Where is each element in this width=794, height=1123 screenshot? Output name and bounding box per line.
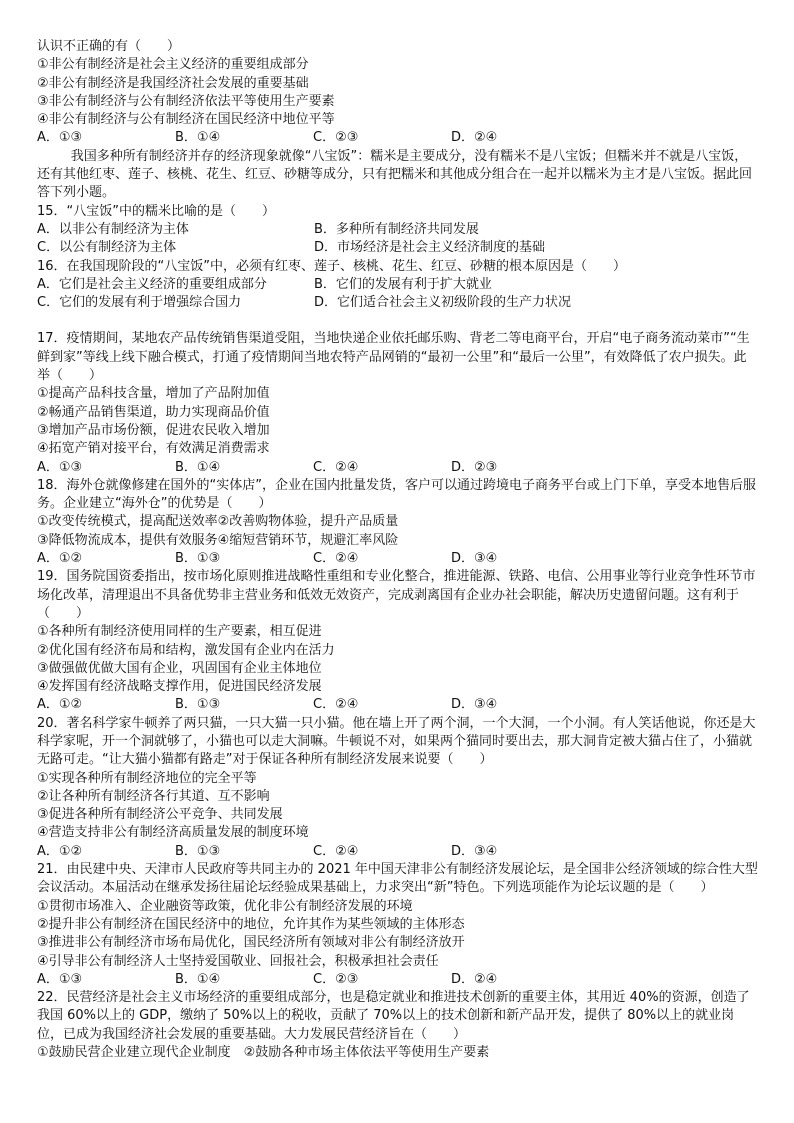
- q18-option-d: D．③④: [451, 551, 498, 567]
- q21-option-b: B．①④: [175, 971, 221, 987]
- q17-option-b: B．①④: [175, 459, 221, 475]
- q15-stem: 15．“八宝饭”中的糯米比喻的是（ ）: [37, 203, 276, 219]
- q17-statement-4: ④拓宽产销对接平台，有效满足消费需求: [37, 441, 270, 457]
- q14-options: [37, 129, 759, 147]
- q20-options: [37, 843, 759, 861]
- q20-statement-3: ③促进各种所有制经济公平竞争、共同发展: [37, 807, 283, 823]
- q16-stem: 16．在我国现阶段的“八宝饭”中，必须有红枣、莲子、核桃、花生、红豆、砂糖的根本原因是（ ）: [37, 258, 627, 274]
- q18-stem: 18．海外仓就像修建在国外的“实体店”，企业在国内批量发货，客户可以通过跨境电子商务平台或上门下单，享受本地售后服务。企业建立“海外仓”的优势是（ ）: [37, 477, 757, 512]
- q19-option-a: A．①②: [37, 697, 83, 713]
- q18-option-a: A．①②: [37, 551, 83, 567]
- q15-options-row-1: [37, 221, 759, 239]
- q16-option-c: C．它们的发展有利于增强综合国力: [37, 295, 242, 311]
- q17-statement-3: ③增加产品市场份额，促进农民收入增加: [37, 422, 270, 438]
- q18-option-b: B．①③: [175, 551, 221, 567]
- q20-stem: 20．著名科学家牛顿养了两只猫，一只大猫一只小猫。他在墙上开了两个洞，一个大洞，一个小洞。有人笑话他说，你还是大科学家呢，开一个洞就够了，小猫也可以走大洞嘛。牛顿说不对，如果两个猫同时要出去，那大洞肯定被大猫占住了，小猫就无路可走。“让大猫小猫都有路走”对于保证各种所有制经济发展来说要（ ）: [37, 715, 756, 768]
- q15-option-c: C．以公有制经济为主体: [37, 240, 177, 256]
- q22-statements-1-2: ①鼓励民营企业建立现代企业制度 ②鼓励各种市场主体依法平等使用生产要素: [37, 1045, 490, 1061]
- q17-options: [37, 459, 759, 477]
- q14-option-c: C．②③: [313, 130, 359, 146]
- q15-option-d: D．市场经济是社会主义经济制度的基础: [314, 240, 546, 256]
- q14-statement-3: ③非公有制经济与公有制经济依法平等使用生产要素: [37, 93, 335, 109]
- q15-options-row-2: [37, 239, 759, 257]
- q14-stem-tail: 认识不正确的有（ ）: [37, 39, 181, 54]
- q19-statement-4: ④发挥国有经济战略支撑作用，促进国民经济发展: [37, 679, 322, 695]
- q20-statement-1: ①实现各种所有制经济地位的完全平等: [37, 770, 257, 786]
- q16-option-b: B．它们的发展有利于扩大就业: [314, 276, 492, 292]
- q20-option-a: A．①②: [37, 843, 83, 859]
- q19-option-b: B．①③: [175, 697, 221, 713]
- q15-option-b: B．多种所有制经济共同发展: [314, 221, 479, 237]
- q14-statement-4: ④非公有制经济与公有制经济在国民经济中地位平等: [37, 112, 335, 128]
- q16-option-d: D．它们适合社会主义初级阶段的生产力状况: [314, 295, 572, 311]
- spacer: [37, 312, 759, 330]
- q17-statement-2: ②畅通产品销售渠道，助力实现商品价值: [37, 404, 270, 420]
- material-15-16: 我国多种所有制经济并存的经济现象就像“八宝饭”：糯米是主要成分，没有糯米不是八宝饭；但糯米并不就是八宝饭，还有其他红枣、莲子、核桃、花生、红豆、砂糖等成分，只有把糯米和其他成分组合在一起并以糯米为主才是八宝饭。据此回答下列小题。: [37, 148, 753, 201]
- q14-option-d: D．②④: [451, 130, 498, 146]
- q21-options: [37, 971, 759, 989]
- q19-option-d: D．③④: [451, 697, 498, 713]
- q19-stem: 19．国务院国资委指出，按市场化原则推进战略性重组和专业化整合，推进能源、铁路、电信、公用事业等行业竞争性环节市场化改革，清理退出不具备优势非主营业务和低效无效资产，完成剥离国有企业办社会职能，解决历史遗留问题。这有利于（ ）: [37, 569, 756, 621]
- q20-option-c: C．②④: [313, 843, 359, 859]
- q20-statement-4: ④营造支持非公有制经济高质量发展的制度环境: [37, 825, 309, 841]
- q19-options: [37, 696, 759, 714]
- q19-option-c: C．②④: [313, 697, 359, 713]
- q19-statement-3: ③做强做优做大国有企业，巩固国有企业主体地位: [37, 660, 322, 676]
- q21-statement-3: ③推进非公有制经济市场布局优化，国民经济所有领域对非公有制经济放开: [37, 935, 465, 951]
- q17-statement-1: ①提高产品科技含量，增加了产品附加值: [37, 386, 270, 402]
- q20-option-b: B．①③: [175, 843, 221, 859]
- q18-statements-3-4: ③降低物流成本，提供有效服务④缩短营销环节，规避汇率风险: [37, 532, 399, 548]
- q21-statement-4: ④引导非公有制经济人士坚持爱国敬业、回报社会，积极承担社会责任: [37, 953, 439, 969]
- q17-option-a: A．①③: [37, 459, 83, 475]
- q14-option-b: B．①④: [175, 130, 221, 146]
- q15-option-a: A．以非公有制经济为主体: [37, 221, 189, 237]
- q14-statement-1: ①非公有制经济是社会主义经济的重要组成部分: [37, 57, 309, 73]
- q17-option-c: C．②④: [313, 459, 359, 475]
- q21-statement-1: ①贯彻市场准入、企业融资等政策，优化非公有制经济发展的环境: [37, 898, 413, 914]
- q19-statement-1: ①各种所有制经济使用同样的生产要素，相互促进: [37, 624, 322, 640]
- q14-statement-2: ②非公有制经济是我国经济社会发展的重要基础: [37, 75, 309, 91]
- q20-option-d: D．③④: [451, 843, 498, 859]
- q21-stem: 21．由民建中央、天津市人民政府等共同主办的 2021 年中国天津非公有制经济发展论坛，是全国非公经济领域的综合性大型会议活动。本届活动在继承发扬往届论坛经验成果基础上，力求突出“新”特色。下列选项能作为论坛议题的是（ ）: [37, 862, 758, 896]
- q22-stem: 22．民营经济是社会主义市场经济的重要组成部分，也是稳定就业和推进技术创新的重要主体，其用近 40%的资源，创造了我国 60%以上的 GDP，缴纳了 50%以上的税收，贡献了 70%以上的技术创新和新产品开发，提供了 80%以上的就业岗位，已成为我国经济社会发展的重要基础。大力发展民营经济旨在（ ）: [37, 990, 750, 1042]
- q18-option-c: C．②④: [313, 551, 359, 567]
- q14-option-a: A．①③: [37, 130, 83, 146]
- q21-statement-2: ②提升非公有制经济在国民经济中的地位，允许其作为某些领域的主体形态: [37, 916, 465, 932]
- page-content: [37, 38, 759, 1062]
- q18-statements-1-2: ①改变传统模式，提高配送效率②改善购物体验，提升产品质量: [37, 514, 399, 530]
- q16-options-row-2: [37, 294, 759, 312]
- q17-option-d: D．②③: [451, 459, 498, 475]
- q20-statement-2: ②让各种所有制经济各行其道、互不影响: [37, 788, 270, 804]
- q19-statement-2: ②优化国有经济布局和结构，激发国有企业内在活力: [37, 642, 335, 658]
- q17-stem: 17．疫情期间，某地农产品传统销售渠道受阻，当地快递企业依托邮乐购、背老二等电商平台，开启“电子商务流动菜市”“生鲜到家”等线上线下融合模式，打通了疫情期间当地农特产品网销的“最初一公里”和“最后一公里”，有效降低了农户损失。此举（ ）: [37, 331, 750, 384]
- q21-option-a: A．①③: [37, 971, 83, 987]
- q16-option-a: A．它们是社会主义经济的重要组成部分: [37, 276, 267, 292]
- q18-options: [37, 550, 759, 568]
- q21-option-c: C．②③: [313, 971, 359, 987]
- q16-options-row-1: [37, 276, 759, 294]
- q21-option-d: D．②④: [451, 971, 498, 987]
